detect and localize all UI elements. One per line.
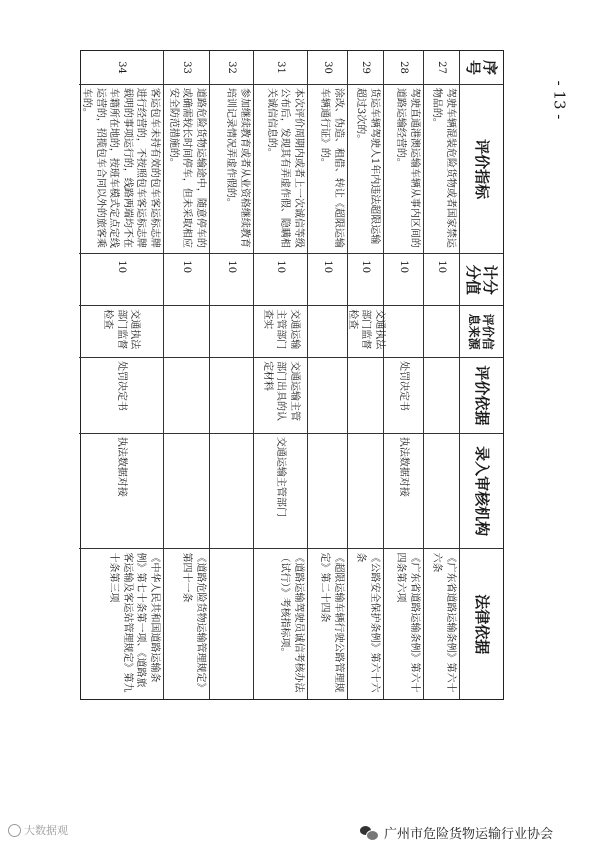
header-basis: 评价依据 <box>460 358 503 434</box>
row-indicator: 货运车辆驾驶人1年内违法超限运输超过3次的。 <box>348 85 383 254</box>
row-source <box>164 306 209 358</box>
row-basis <box>164 358 209 434</box>
row-basis <box>210 358 253 434</box>
watermark-text: 大数据观 <box>24 824 68 837</box>
row-score: 10 <box>164 254 209 306</box>
row-org: 执法数据对接 <box>79 434 163 550</box>
row-source: 交通运输主管部门查实 <box>254 306 307 358</box>
header-score: 计分分值 <box>460 254 503 306</box>
header-seq: 序号 <box>460 51 503 85</box>
watermark-icon <box>8 824 21 837</box>
row-score: 10 <box>210 254 253 306</box>
row-basis: 处罚决定书 <box>79 358 163 434</box>
row-org <box>424 434 459 550</box>
table-row <box>79 51 163 699</box>
row-score: 10 <box>384 254 423 306</box>
row-source <box>210 306 253 358</box>
row-basis <box>424 358 459 434</box>
row-source <box>384 306 423 358</box>
header-law: 法律依据 <box>473 594 491 655</box>
row-indicator: 参加继续教育或者从业资格继续教育培训记录情况弄虚作假的。 <box>210 85 253 254</box>
row-seq: 34 <box>79 51 163 85</box>
row-seq: 28 <box>384 51 423 85</box>
row-org <box>164 434 209 550</box>
row-seq: 31 <box>254 51 307 85</box>
table-wrapper <box>80 50 504 700</box>
table-row <box>163 51 209 699</box>
row-basis: 处罚决定书 <box>384 358 423 434</box>
evaluation-table <box>80 50 504 700</box>
row-law <box>210 549 253 699</box>
row-seq: 30 <box>308 51 347 85</box>
row-source: 交通执法部门监督检查 <box>348 306 383 358</box>
row-score: 10 <box>79 254 163 306</box>
row-indicator: 道路危险货物运输途中，随意停车的或确需较长时间停车，但未采取相应安全防范措施的。 <box>164 85 209 254</box>
row-seq: 33 <box>164 51 209 85</box>
footer <box>360 823 553 842</box>
row-score: 10 <box>348 254 383 306</box>
row-seq: 29 <box>348 51 383 85</box>
table-row <box>209 51 253 699</box>
row-org: 执法数据对接 <box>384 434 423 550</box>
row-indicator: 本次评价周期内或者上一次诚信等级公布后，发现其有弄虚作假、隐瞒相关诚信信息的。 <box>254 85 307 254</box>
row-seq: 27 <box>424 51 459 85</box>
header-source: 评价信息来源 <box>460 306 503 358</box>
row-law: 《道路运输驾驶员诚信考核办法（试行）》考核指标项。 <box>279 552 304 693</box>
row-law: 《公路安全保护条例》第六十六条 <box>355 552 380 693</box>
table-row <box>307 51 347 699</box>
table-row <box>347 51 383 699</box>
row-law: 《广东省道路运输条例》第六十六条 <box>431 552 456 693</box>
row-basis <box>308 358 347 434</box>
page-number: - 13 - <box>550 80 569 120</box>
watermark <box>8 822 68 838</box>
table-header-row <box>459 51 503 699</box>
row-basis <box>348 358 383 434</box>
row-score: 10 <box>254 254 307 306</box>
row-indicator: 驾驶车辆混装危险货物或者国家禁运物品的。 <box>424 85 459 254</box>
table-row <box>253 51 307 699</box>
header-indicator: 评价指标 <box>460 85 503 254</box>
row-org <box>308 434 347 550</box>
row-source <box>424 306 459 358</box>
row-indicator: 驾驶直通港澳运输车辆从事内区间的道路运输经营的。 <box>384 85 423 254</box>
row-org <box>210 434 253 550</box>
row-score: 10 <box>308 254 347 306</box>
row-score: 10 <box>424 254 459 306</box>
row-law: 《超限运输车辆行驶公路管理规定》第二十四条 <box>319 552 344 693</box>
row-basis: 交通运输主管部门出具的认定材料 <box>254 358 307 434</box>
row-seq: 32 <box>210 51 253 85</box>
row-law: 《道路危险货物运输管理规定》第四十一条 <box>181 552 206 693</box>
row-source <box>308 306 347 358</box>
row-org: 交通运输主管部门 <box>254 434 307 550</box>
table-row <box>423 51 459 699</box>
row-indicator: 客运包车未持有效的包车客运标志牌进行经营的，不按照包车客运标志牌载明的事项运行的，线路两端均不在车籍所在地的，按班车模式定点定线运营的，招揽包车合同以外的旅客乘车的。 <box>79 85 163 254</box>
header-org: 录入审核机构 <box>460 434 503 550</box>
wechat-icon <box>360 826 378 840</box>
row-source: 交通执法部门监督检查 <box>79 306 163 358</box>
row-org <box>348 434 383 550</box>
row-indicator: 涂改、伪造、租借、转让《超限运输车辆通行证》的。 <box>308 85 347 254</box>
table-row <box>383 51 423 699</box>
row-law: 《广东省道路运输条例》第六十四条第六项 <box>395 552 420 693</box>
row-law: 《中华人民共和国道路运输条例》第七十条第一项、《道路旅客运输及客运站管理规定》第九十条第三项 <box>108 552 160 693</box>
footer-text: 广州市危险货物运输行业协会 <box>384 827 554 842</box>
